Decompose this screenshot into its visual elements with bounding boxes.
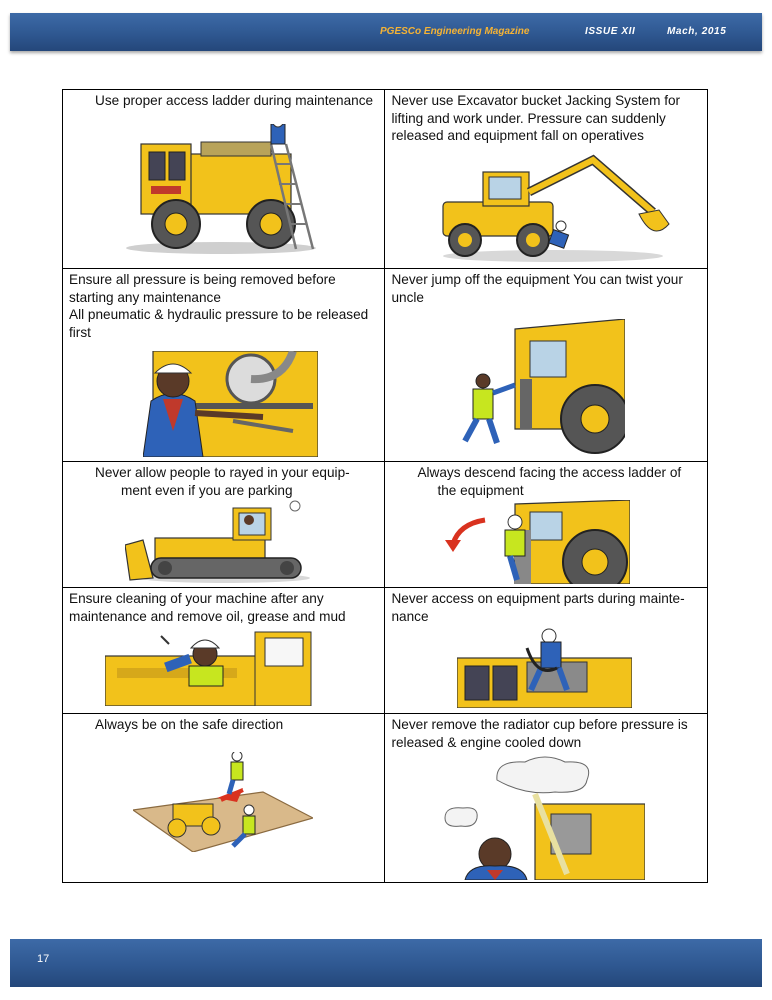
caption-remove-pressure-line2: All pneumatic & hydraulic pressure to be released first — [69, 307, 369, 340]
cell-access-ladder — [63, 90, 385, 269]
caption-descend-facing-line2: the equipment — [437, 482, 524, 498]
page-number: 17 — [37, 953, 50, 965]
caption-descend-facing-line1: Always descend facing the access ladder of — [417, 465, 682, 480]
issue-number: ISSUE XII — [585, 26, 636, 37]
loader-with-ladder-illustration — [121, 124, 321, 254]
worker-on-engine-illustration — [457, 628, 632, 708]
cell-remove-pressure — [63, 269, 385, 462]
cell-descend-facing — [385, 462, 708, 588]
caption-cleaning: Ensure cleaning of your machine after any maintenance and remove oil, grease and mud — [69, 591, 346, 624]
hydraulic-pressure-illustration — [143, 351, 318, 457]
roller-on-slope-illustration — [133, 752, 313, 852]
cell-jump-off — [385, 269, 708, 462]
caption-excavator-jacking: Never use Excavator bucket Jacking System for lifting and work under. Pressure can suddenly released and equipment fall on operatives — [391, 93, 681, 143]
caption-descend-facing — [385, 462, 707, 499]
safety-rules-table — [62, 89, 708, 883]
caption-access-ladder: Use proper access ladder during maintenance — [95, 93, 374, 108]
page-footer — [10, 939, 762, 987]
excavator-illustration — [433, 152, 673, 264]
caption-remove-pressure — [63, 269, 384, 341]
cell-cleaning — [63, 588, 385, 714]
caption-remove-pressure-line1: Ensure all pressure is being removed before starting any maintenance — [69, 272, 336, 305]
cleaning-machine-illustration — [105, 628, 325, 706]
caption-rayed-people-line2: ment even if you are parking — [121, 482, 293, 498]
radiator-steam-illustration — [435, 754, 645, 880]
caption-rayed-people — [63, 462, 384, 499]
cell-radiator-cup — [385, 714, 708, 883]
cell-access-parts — [385, 588, 708, 714]
caption-radiator-cup: Never remove the radiator cup before pressure is released & engine cooled down — [391, 717, 688, 750]
caption-jump-off: Never jump off the equipment You can twist your uncle — [391, 272, 683, 305]
page-header — [10, 13, 762, 51]
cell-rayed-people — [63, 462, 385, 588]
cell-safe-direction — [63, 714, 385, 883]
issue-date: Mach, 2015 — [667, 26, 727, 37]
worker-jumping-illustration — [455, 319, 625, 457]
magazine-title: PGESCo Engineering Magazine — [380, 26, 530, 37]
cell-excavator-jacking — [385, 90, 708, 269]
descend-ladder-illustration — [445, 500, 630, 584]
caption-access-parts: Never access on equipment parts during mainte-nance — [391, 591, 685, 624]
caption-safe-direction: Always be on the safe direction — [95, 717, 284, 732]
caption-rayed-people-line1: Never allow people to rayed in your equip- — [95, 465, 350, 480]
bulldozer-illustration — [125, 500, 310, 584]
